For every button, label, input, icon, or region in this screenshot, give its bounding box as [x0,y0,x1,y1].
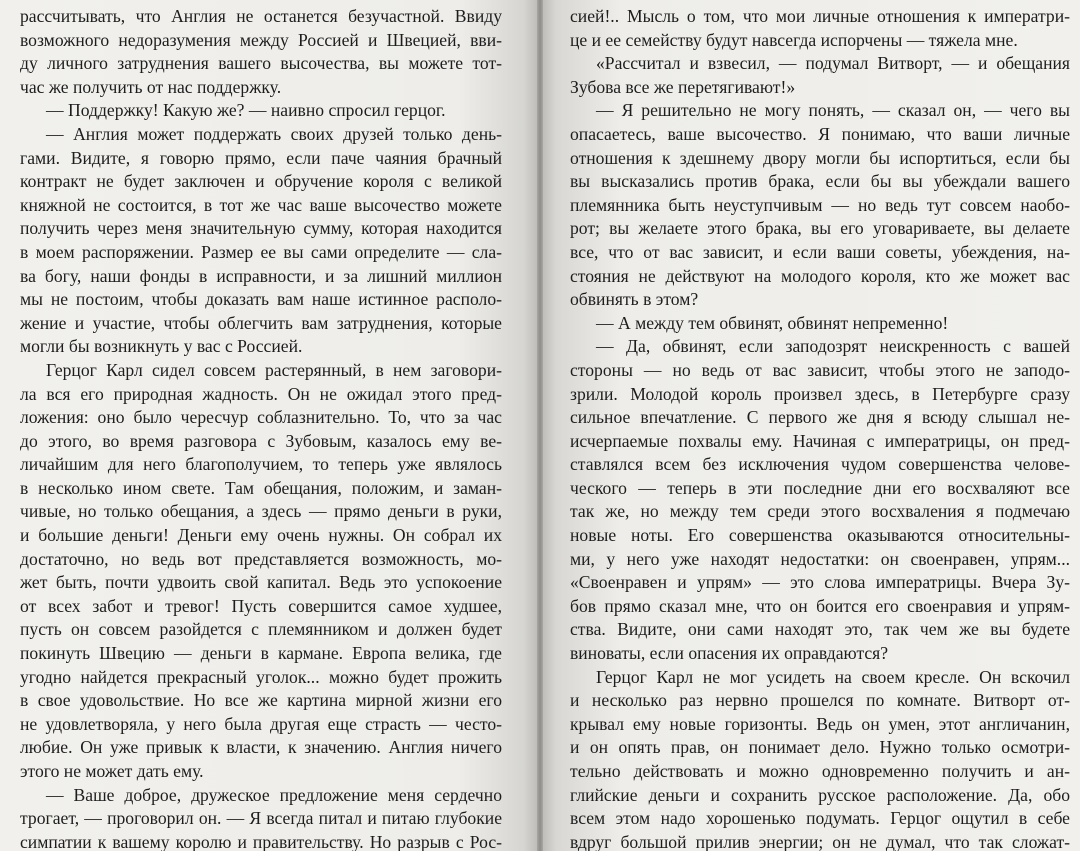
text-line: — А между тем обвинят, обвинят непременно! [596,312,949,333]
text-line: всем этом надо хорошенько подумать. Герцог ощутил в себе [570,808,1070,829]
text-line: и он опять прав, он понимает дело. Нужно только осмотри- [570,737,1070,758]
text-line: исчерпаемые похвалы ему. Начиная с императрицы, он пред- [570,430,1070,451]
text-line: симпатии к вашему королю и правительству. Но разрыв с Рос- [20,831,502,851]
text-line: тельно действовать и можно одновременно получить и ан- [570,761,1070,781]
text-line: ства. Видите, они сами находят это, так чем же вы будете [570,619,1070,640]
text-line: Герцог Карл сидел совсем растерянный, в нем заговори- [46,359,502,380]
text-line: Герцог Карл не мог усидеть на своем кресле. Он вскочил [596,666,1070,687]
text-line: вдруг большой прилив энергии; он не думал, что так сложат- [570,831,1070,851]
text-line: пусть он совсем разойдется с племянником и должен будет [20,619,502,640]
text-line: жет быть, почти удвоить свой капитал. Ведь это успокоение [20,572,502,593]
text-line: бов прямо сказал мне, что он боится его своенравия и упрям- [570,595,1070,616]
text-line: достаточно, но ведь вот представляется возможность, мо- [20,548,502,569]
text-line: «Своенравен и упрям» — это слова императрицы. Вчера Зу- [570,572,1070,593]
text-line: племянника быть неуступчивым — но ведь тут совсем наобо- [570,194,1070,215]
right-page-text [570,5,1070,851]
text-line: глийские деньги и сохранить русское расположение. Да, обо [570,784,1070,805]
text-line: княжной не состоится, в тот же час ваше высочество можете [20,194,502,215]
text-line: вы высказались против брака, если бы вы убеждали вашего [570,171,1070,192]
text-line: и большие деньги! Деньги ему очень нужны. Он собрал их [20,525,502,546]
text-line: отношения к здешнему двору могли бы испортиться, если бы [570,147,1070,168]
text-line: в моем распоряжении. Размер ее вы сами определите — сла- [20,241,502,262]
left-page-text [20,5,502,851]
text-line: крывал ему новые горизонты. Ведь он умен, этот англичанин, [570,713,1070,734]
book-gutter [537,0,543,851]
text-line: сильное впечатление. С первого же дня я всюду слышал не- [570,407,1070,428]
text-line: ми, у него уже находят недостатки: он своенравен, упрям... [570,548,1070,569]
text-line: ла вся его природная жадность. Он не ожидал этого пред- [20,383,502,404]
text-line: контракт не будет заключен и обручение короля с великой [20,171,502,192]
text-line: рассчитывать, что Англия не останется безучастной. Ввиду [20,6,502,26]
text-line: ческого — теперь в эти последние дни его восхваляют все [570,477,1070,498]
text-line: час же получить от нас поддержку. [20,76,282,97]
text-line: возможного недоразумения между Россией и Швецией, вви- [20,29,502,50]
text-line: все, что от вас зависит, и если ваши советы, убеждения, на- [570,241,1070,262]
text-line: це и ее семейству будут навсегда испорчены — тяжела мне. [570,29,1018,50]
text-line: — Ваше доброе, дружеское предложение меня сердечно [46,784,502,805]
text-line: не удовлетворяла, у него была другая еще страсть — често- [20,713,502,734]
text-line: жение и участие, чтобы облегчить вам затруднения, которые [20,312,502,333]
text-line: так же, но между тем среди этого восхваления я подмечаю [570,501,1070,522]
text-line: ду личного затруднения вашего высочества, вы можете тот- [20,53,502,74]
text-line: гами. Видите, я говорю прямо, если паче чаяния брачный [20,147,502,168]
text-line: — Англия может поддержать своих друзей только день- [46,123,502,144]
text-line: личайшим для него благополучием, то теперь уже являлось [20,454,502,475]
text-line: этого не может дать ему. [20,761,204,781]
text-line: трогает, — проговорил он. — Я всегда питал и питаю глубокие [20,808,502,829]
text-line: в несколько ином свете. Там обещания, положим, и заман- [20,477,502,498]
text-line: могли бы возникнуть у вас с Россией. [20,336,303,357]
text-line: — Поддержку! Какую же? — наивно спросил герцог. [46,100,446,121]
text-line: стороны — но ведь от вас зависит, чтобы этого не заподо- [570,359,1070,380]
text-line: новые ноты. Его совершенства оказываются относительны- [570,525,1070,546]
text-line: ва богу, наши фонды в исправности, и за лишний миллион [20,265,502,286]
text-line: сией!.. Мысль о том, что мои личные отношения к императри- [570,6,1070,26]
text-line: виноваты, если опасения их оправдаются? [570,643,889,664]
text-line: ставлялся всем без исключения чудом совершенства челове- [570,454,1070,475]
text-line: — Да, обвинят, если заподозрят неискренность с вашей [596,336,1070,357]
right-page [540,0,1080,851]
text-line: покинуть Швецию — деньги в кармане. Европа велика, где [20,643,502,664]
text-line: в свое удовольствие. Но все же картина мирной жизни его [20,690,502,711]
text-line: получить через меня значительную сумму, которая находится [20,218,502,239]
text-line: «Рассчитал и взвесил, — подумал Витворт, — и обещания [596,53,1070,74]
text-line: чивые, но только обещания, а здесь — прямо деньги в руки, [20,501,502,522]
text-line: Зубова все же перетягивают!» [570,76,796,97]
text-line: любие. Он уже привык к власти, к значению. Англия ничего [20,737,502,758]
text-line: ложения: оно было чересчур соблазнительно. То, что за час [20,407,502,428]
text-line: обвинять в этом? [570,289,699,310]
text-line: угодно найдется прекрасный уголок... можно будет прожить [20,666,502,687]
text-line: рот; вы желаете этого брака, вы его уговариваете, вы делаете [570,218,1070,239]
text-line: стояния не действуют на молодого короля, кто же может вас [570,265,1070,286]
text-line: от всех забот и тревог! Пусть совершится самое худшее, [20,595,502,616]
text-line: до этого, во время разговора с Зубовым, казалось ему ве- [20,430,502,451]
text-line: зрили. Молодой король произвел здесь, в Петербурге сразу [570,383,1070,404]
text-line: мы не постоим, чтобы доказать вам наше истинное располо- [20,289,502,310]
text-line: — Я решительно не могу понять, — сказал он, — чего вы [596,100,1070,121]
text-line: и несколько раз нервно прошелся по комнате. Витворт от- [570,690,1070,711]
text-line: опасаетесь, ваше высочество. Я понимаю, что ваши личные [570,123,1070,144]
